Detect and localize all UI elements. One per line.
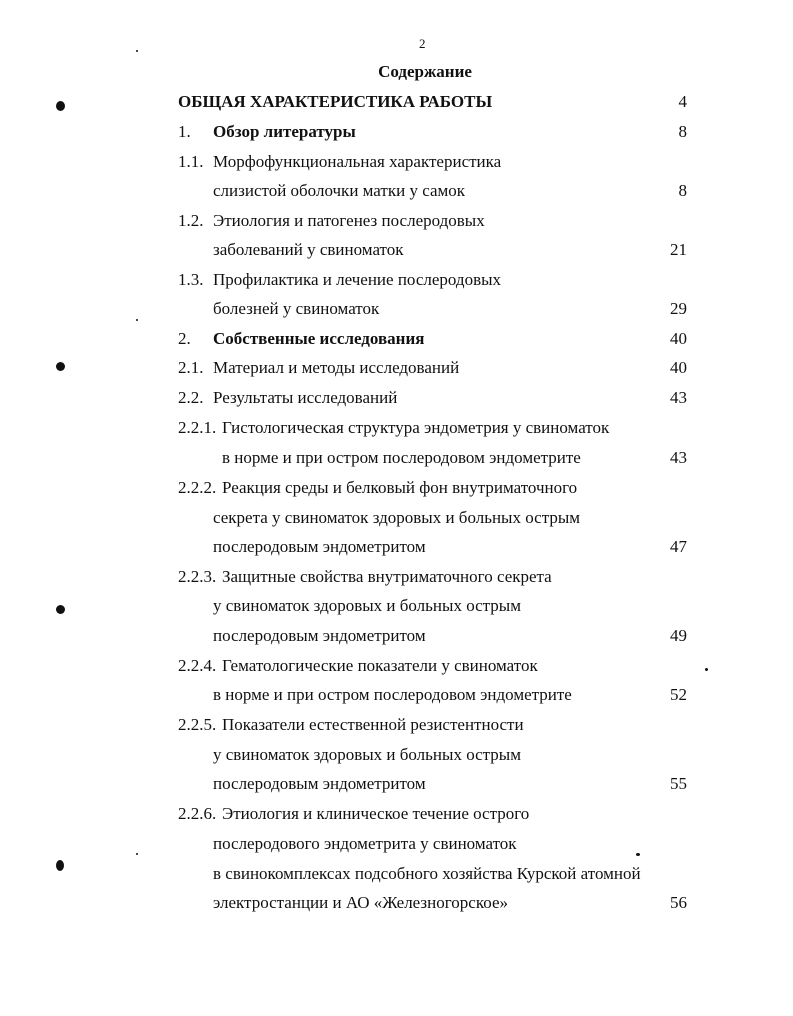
toc-entry-page: 43 xyxy=(670,388,687,407)
punch-hole-mark xyxy=(56,605,65,614)
toc-entry-number: 2.2.1. xyxy=(178,418,217,437)
toc-entry-page: 40 xyxy=(670,329,687,348)
toc-entry-page: 8 xyxy=(678,122,687,141)
toc-entry-text: послеродовым эндометритом xyxy=(213,626,426,645)
toc-entry-page: 55 xyxy=(670,774,687,793)
toc-entry-text: Показатели естественной резистентности xyxy=(222,715,524,734)
toc-entry-text: болезней у свиноматок xyxy=(213,299,380,318)
toc-entry-text: слизистой оболочки матки у самок xyxy=(213,181,466,200)
toc-entry-page: 56 xyxy=(670,893,687,912)
toc-entry-text: Гематологические показатели у свиноматок xyxy=(222,656,538,675)
toc-entry-number: 2.2.5. xyxy=(178,715,217,734)
toc-entry-page: 43 xyxy=(670,448,687,467)
toc-entry-text: электростанции и АО «Железногорское» xyxy=(213,893,508,912)
toc-entry-text: Гистологическая структура эндометрия у свиноматок xyxy=(222,418,610,437)
toc-entry-page: 49 xyxy=(670,626,687,645)
toc-entry-text: в свинокомплексах подсобного хозяйства Курской атомной xyxy=(213,864,641,883)
toc-entry-text: послеродовым эндометритом xyxy=(213,537,426,556)
toc-entry-text: у свиноматок здоровых и больных острым xyxy=(213,745,521,764)
toc-entry-number: 2.2.2. xyxy=(178,478,217,497)
toc-entry-text: у свиноматок здоровых и больных острым xyxy=(213,596,521,615)
toc-entry-text: в норме и при остром послеродовом эндометрите xyxy=(222,448,581,467)
toc-entry-text: в норме и при остром послеродовом эндометрите xyxy=(213,685,572,704)
toc-entry-number: 1. xyxy=(178,122,191,141)
toc-entry-number: 2.2.3. xyxy=(178,567,217,586)
punch-hole-mark xyxy=(56,362,65,371)
toc-entry-page: 40 xyxy=(670,358,687,377)
toc-entry-number: 2.1. xyxy=(178,358,204,377)
toc-entry-page: 21 xyxy=(670,240,687,259)
toc-entry-text: ОБЩАЯ ХАРАКТЕРИСТИКА РАБОТЫ xyxy=(178,92,493,111)
toc-entry-text: послеродовым эндометритом xyxy=(213,774,426,793)
scan-speck xyxy=(636,853,640,856)
toc-entry-page: 8 xyxy=(678,181,687,200)
toc-entry-text: Реакция среды и белковый фон внутриматочного xyxy=(222,478,578,497)
punch-hole-mark xyxy=(56,101,65,111)
toc-entry-text: Обзор литературы xyxy=(213,122,356,141)
toc-entry-text: заболеваний у свиноматок xyxy=(213,240,404,259)
toc-entry-number: 1.1. xyxy=(178,152,204,171)
toc-entry-text: Материал и методы исследований xyxy=(213,358,460,377)
toc-entry-text: Этиология и клиническое течение острого xyxy=(222,804,530,823)
toc-entry-text: Этиология и патогенез послеродовых xyxy=(213,211,485,230)
scan-speck xyxy=(705,668,708,671)
toc-entry-text: Собственные исследования xyxy=(213,329,425,348)
toc-entry-text: Защитные свойства внутриматочного секрета xyxy=(222,567,552,586)
toc-entry-number: 1.3. xyxy=(178,270,204,289)
scan-speck xyxy=(136,319,138,321)
toc-entry-page: 47 xyxy=(670,537,687,556)
punch-hole-mark xyxy=(56,860,64,871)
toc-entry-page: 4 xyxy=(678,92,687,111)
toc-entry-text: секрета у свиноматок здоровых и больных острым xyxy=(213,508,581,527)
page-number: 2 xyxy=(419,36,426,51)
page-title: Содержание xyxy=(378,62,472,81)
toc-entry-number: 2. xyxy=(178,329,191,348)
toc-entry-text: Профилактика и лечение послеродовых xyxy=(213,270,502,289)
toc-entry-number: 2.2.6. xyxy=(178,804,217,823)
toc-entry-number: 2.2. xyxy=(178,388,204,407)
toc-entry-page: 52 xyxy=(670,685,687,704)
scan-speck xyxy=(136,50,138,52)
toc-entry-number: 2.2.4. xyxy=(178,656,217,675)
toc-entry-text: Результаты исследований xyxy=(213,388,398,407)
toc-entry-number: 1.2. xyxy=(178,211,204,230)
toc-entry-page: 29 xyxy=(670,299,687,318)
scan-speck xyxy=(136,853,138,855)
toc-entry-text: Морфофункциональная характеристика xyxy=(213,152,502,171)
toc-entry-text: послеродового эндометрита у свиноматок xyxy=(213,834,517,853)
